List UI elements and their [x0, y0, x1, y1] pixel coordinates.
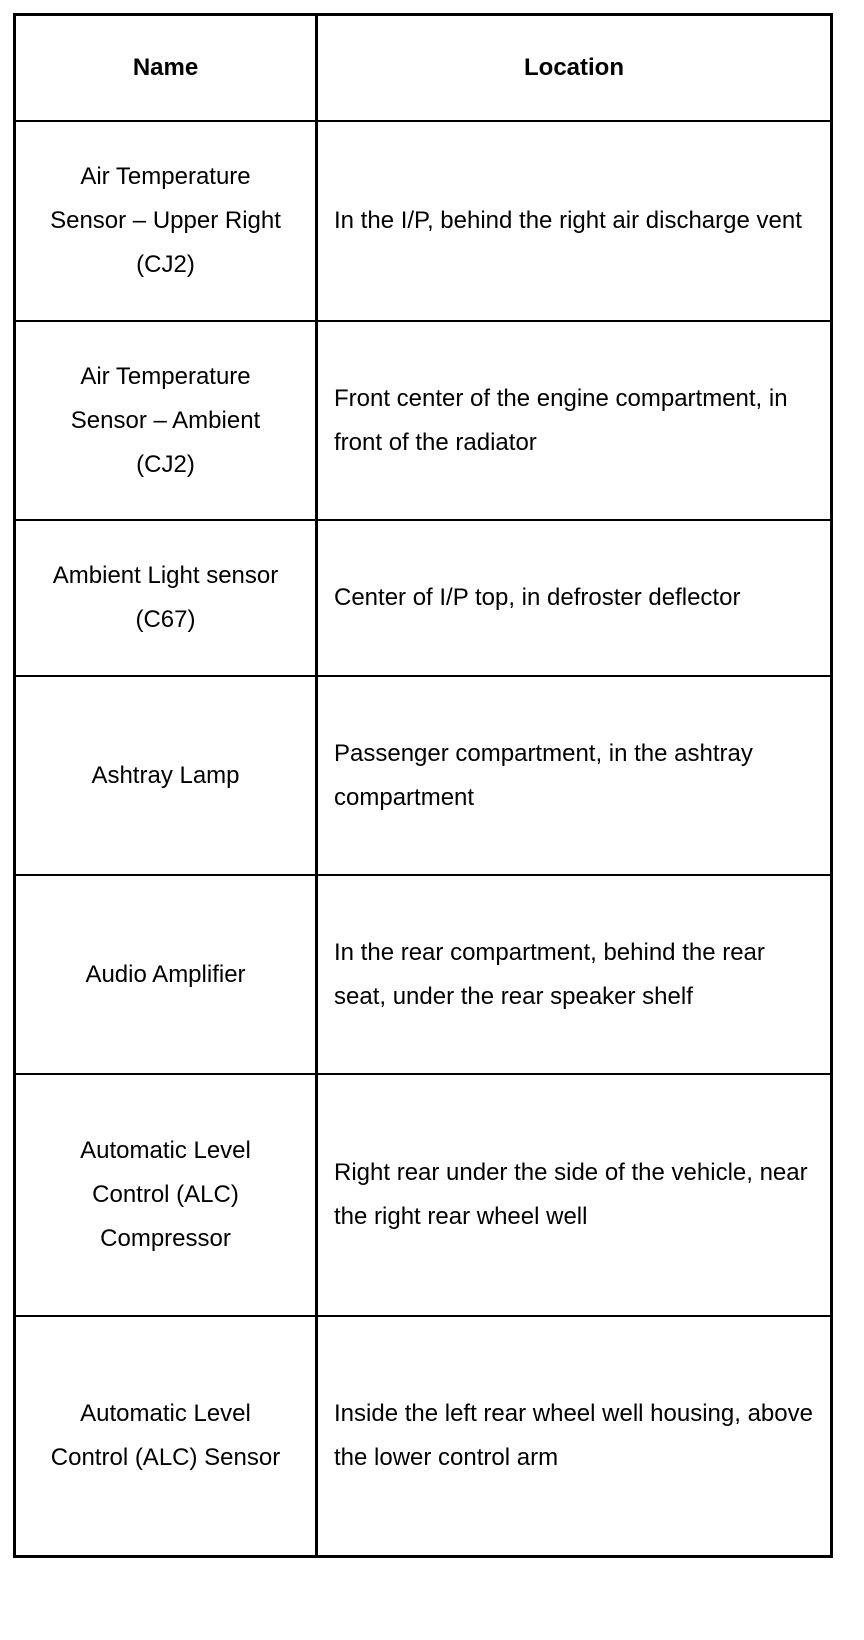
component-location: Inside the left rear wheel well housing, above the lower control arm — [334, 1400, 813, 1471]
component-name: Audio Amplifier — [85, 960, 246, 988]
component-location-table — [13, 13, 833, 1558]
component-name: Automatic Level Control (ALC) Sensor — [50, 1400, 281, 1471]
name-cell — [16, 876, 318, 1073]
component-name: Ashtray Lamp — [91, 761, 240, 789]
location-cell — [318, 1075, 830, 1315]
component-name: Air Temperature Sensor – Upper Right (CJ2) — [50, 163, 281, 278]
table-row — [16, 1073, 830, 1315]
table-row — [16, 675, 830, 874]
component-location: Passenger compartment, in the ashtray compartment — [334, 739, 753, 811]
component-location: In the I/P, behind the right air discharge vent — [334, 207, 802, 234]
header-name-label: Name — [132, 54, 199, 81]
location-cell — [318, 677, 830, 874]
component-location: Right rear under the side of the vehicle, near the right rear wheel well — [334, 1159, 808, 1230]
component-name: Air Temperature Sensor – Ambient (CJ2) — [70, 362, 261, 478]
location-cell — [318, 122, 830, 320]
location-cell — [318, 876, 830, 1073]
component-location: Front center of the engine compartment, in front of the radiator — [334, 384, 788, 456]
header-location-label: Location — [524, 54, 624, 81]
header-name-cell — [16, 16, 318, 120]
component-location: In the rear compartment, behind the rear seat, under the rear speaker shelf — [334, 938, 765, 1010]
header-location-cell — [318, 16, 830, 120]
table-row — [16, 120, 830, 320]
component-name: Ambient Light sensor (C67) — [52, 562, 279, 633]
table-header-row — [16, 16, 830, 120]
name-cell — [16, 322, 318, 519]
name-cell — [16, 1317, 318, 1555]
name-cell — [16, 521, 318, 675]
name-cell — [16, 677, 318, 874]
location-cell — [318, 1317, 830, 1555]
table-row — [16, 1315, 830, 1555]
component-location: Center of I/P top, in defroster deflector — [334, 584, 741, 611]
component-name: Automatic Level Control (ALC) Compressor — [80, 1137, 251, 1252]
table-row — [16, 519, 830, 675]
location-cell — [318, 322, 830, 519]
table-row — [16, 874, 830, 1073]
name-cell — [16, 1075, 318, 1315]
location-cell — [318, 521, 830, 675]
table-row — [16, 320, 830, 519]
name-cell — [16, 122, 318, 320]
